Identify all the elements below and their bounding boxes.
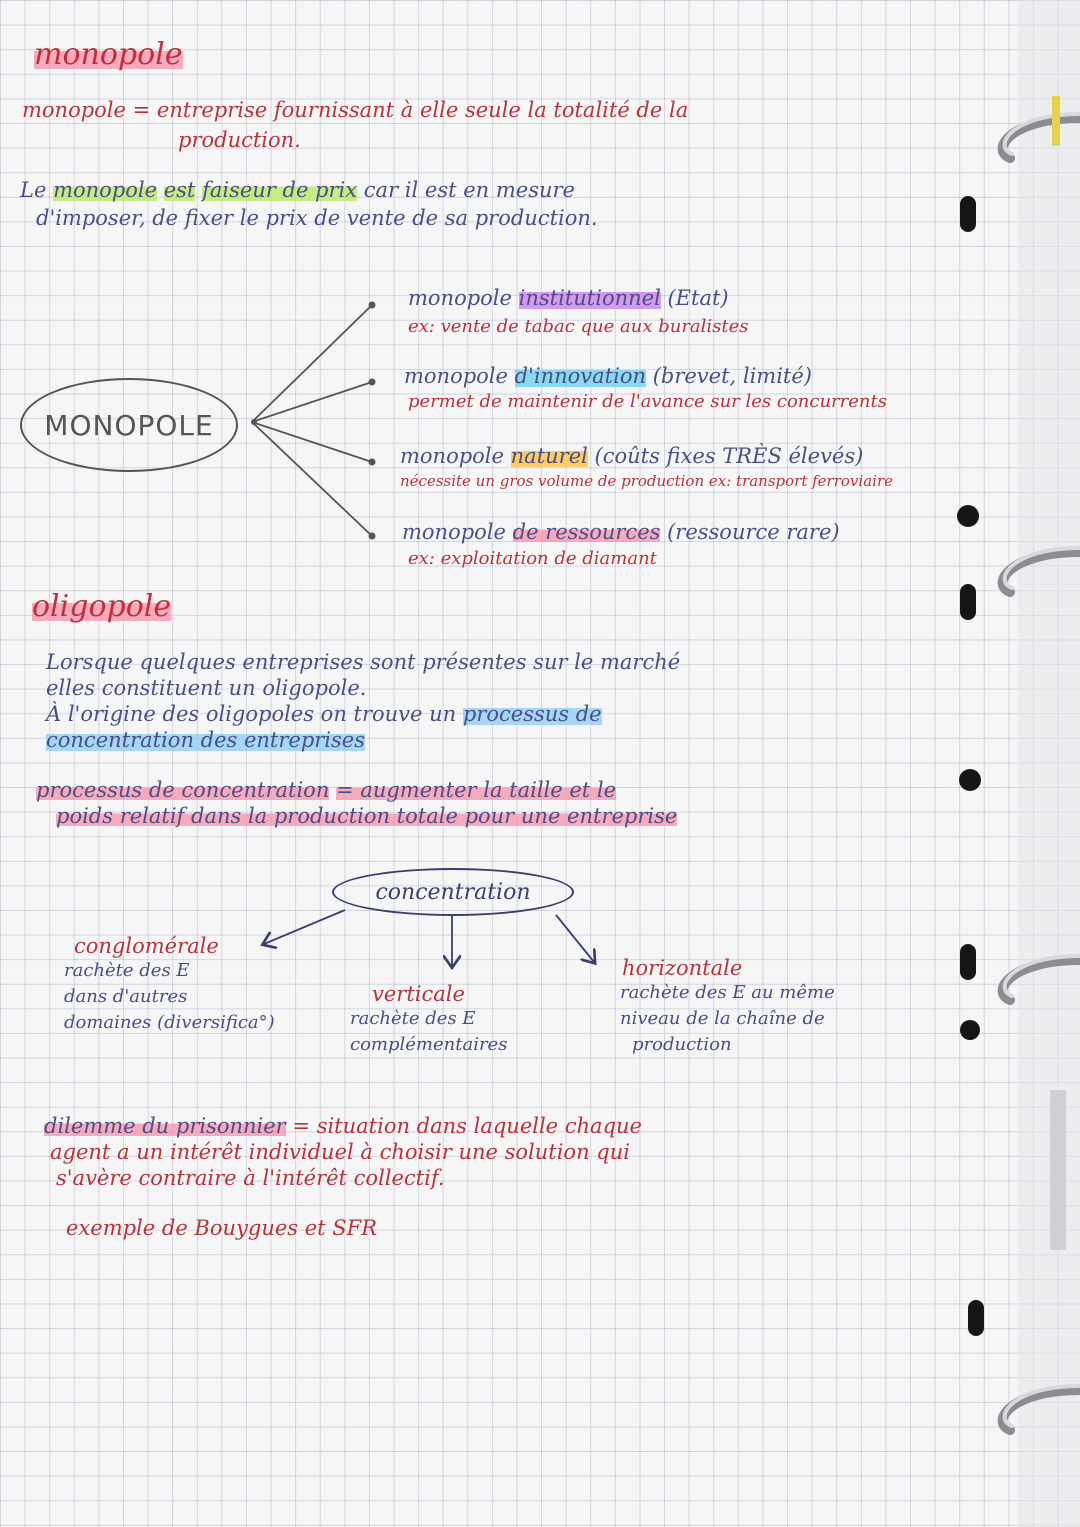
monopole-type-naturel-detail: nécessite un gros volume de production ex: transport ferroviaire xyxy=(400,472,893,490)
monopole-type-institutionnel: monopole institutionnel (Etat) xyxy=(408,286,729,310)
branch-horizontale-line: niveau de la chaîne de xyxy=(620,1008,825,1029)
price-maker-line-1: Le monopole est faiseur de prix car il est en mesure xyxy=(20,178,575,202)
highlight-innovation: d'innovation xyxy=(514,364,646,388)
dilemme-line-2: agent a un intérêt individuel à choisir une solution qui xyxy=(50,1140,630,1164)
branch-verticale-title: verticale xyxy=(372,982,465,1006)
branch-horizontale-line: production xyxy=(632,1034,732,1055)
dilemme-line-3: s'avère contraire à l'intérêt collectif. xyxy=(56,1166,445,1190)
definition-term: monopole xyxy=(22,98,126,122)
highlight-institutionnel: institutionnel xyxy=(518,286,661,310)
monopole-bubble-label: MONOPOLE xyxy=(44,408,214,442)
monopole-type-institutionnel-detail: ex: vente de tabac que aux buralistes xyxy=(408,316,749,337)
branch-conglomerale-line: domaines (diversifica°) xyxy=(64,1012,275,1033)
monopole-type-innovation: monopole d'innovation (brevet, limité) xyxy=(404,364,812,388)
monopole-type-innovation-detail: permet de maintenir de l'avance sur les concurrents xyxy=(408,391,887,412)
section-title-oligopole: oligopole xyxy=(32,589,172,624)
definition-text: = entreprise fournissant à elle seule la totalité de la xyxy=(132,98,689,122)
highlight-price-maker: faiseur de prix xyxy=(202,178,358,202)
dilemme-line-1: dilemme du prisonnier = situation dans laquelle chaque xyxy=(44,1114,642,1138)
branch-conglomerale-line: dans d'autres xyxy=(64,986,188,1007)
highlight-processus-concentration: processus de concentration xyxy=(36,778,330,802)
highlight-concentration: concentration des entreprises xyxy=(46,728,365,752)
concentration-definition-line-1: processus de concentration = augmenter la taille et le xyxy=(36,778,617,802)
monopole-type-ressources: monopole de ressources (ressource rare) xyxy=(402,520,840,544)
concentration-bubble-label: concentration xyxy=(375,879,531,905)
highlight-dilemme: dilemme du prisonnier xyxy=(44,1114,286,1138)
concentration-definition-line-2: poids relatif dans la production totale pour une entreprise xyxy=(56,804,678,828)
monopole-type-ressources-detail: ex: exploitation de diamant xyxy=(408,548,657,569)
highlight-monopole: monopole xyxy=(53,178,158,202)
oligopole-line-1: Lorsque quelques entreprises sont présentes sur le marché xyxy=(46,650,681,674)
branch-conglomerale-line: rachète des E xyxy=(64,960,190,981)
monopole-type-naturel: monopole naturel (coûts fixes TRÈS élevés) xyxy=(400,444,864,468)
monopole-definition-line-2: production. xyxy=(178,128,301,152)
oligopole-line-3: À l'origine des oligopoles on trouve un processus de xyxy=(46,702,602,726)
price-maker-line-2: d'imposer, de fixer le prix de vente de sa production. xyxy=(36,206,598,230)
branch-horizontale-title: horizontale xyxy=(622,956,743,980)
branch-conglomerale-title: conglomérale xyxy=(74,934,219,958)
highlight-processus: processus de xyxy=(462,702,602,726)
branch-horizontale-line: rachète des E au même xyxy=(620,982,835,1003)
dilemme-example: exemple de Bouygues et SFR xyxy=(66,1216,378,1240)
branch-verticale-line: complémentaires xyxy=(350,1034,508,1055)
branch-verticale-line: rachète des E xyxy=(350,1008,476,1029)
highlight-naturel: naturel xyxy=(510,444,588,468)
oligopole-line-2: elles constituent un oligopole. xyxy=(46,676,367,700)
highlight-ressources: de ressources xyxy=(512,520,661,544)
section-title-monopole: monopole xyxy=(34,37,183,72)
